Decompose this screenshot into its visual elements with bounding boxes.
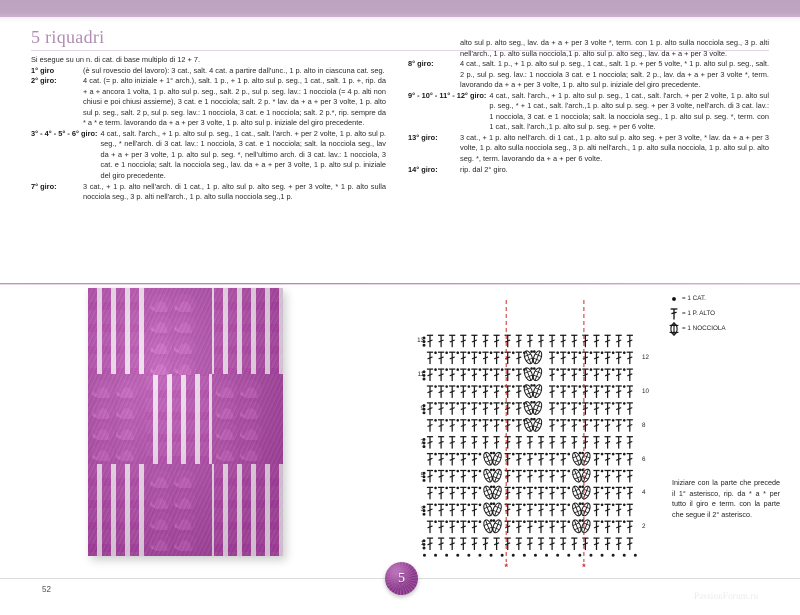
swatch-photo bbox=[88, 288, 283, 556]
row-text: 3 cat., + 1 p. alto nell'arch. di 1 cat., 1 p. alto sul p. alto seg. + per 3 volte, * 1 p. alto sulla nocciola seg., 3 p. alti nell'arch., 1 p. alto sulla nocciola seg.,1 p. bbox=[83, 181, 386, 202]
chart-row-number-right: 10 bbox=[642, 387, 649, 395]
row-label: 14° giro: bbox=[408, 164, 438, 174]
instruction-row bbox=[408, 91, 769, 133]
instruction-row bbox=[408, 165, 769, 176]
row-text: 3 cat., + 1 p. alto nell'arch. di 1 cat., 1 p. alto sul p. alto seg. + per 3 volte, * lav. da + a + per 3 volte, 1 p. alto sulla nocciola seg., 3 p. alti nell'arch., 1 p. alto sulla nocciola, 1 p. alto sul p. alto seg. *, term. lavorando da + a + per 6 volte. bbox=[460, 132, 769, 164]
chart-legend bbox=[666, 292, 786, 337]
row-label: 7° giro: bbox=[31, 181, 57, 191]
row-label: 13° giro: bbox=[408, 132, 438, 142]
chart-row-number-left: 13 bbox=[417, 337, 424, 345]
legend-item bbox=[666, 307, 786, 320]
instruction-row bbox=[31, 76, 386, 129]
chart-row-number-right: 6 bbox=[642, 455, 646, 463]
instruction-row bbox=[31, 129, 386, 182]
row-label: 1° giro bbox=[31, 65, 55, 75]
chart-row-number-right: 2 bbox=[642, 523, 646, 531]
row-text: 4 cat., salt. l'arch., + 1 p. alto sul p. seg., 1 cat., salt. l'arch. + per 2 volte, 1 p. alto sul p. seg., * + 1 cat., salt. l'arch.,1 p. alto sul p. seg. + per 3 volte, nell'arch. di 3 cat. lav.: 1 nocciola, 3 cat. e 1 nocciola; salt. la nocciola seg., 1 p. alto sul p. seg. *, term. con 1 cat., salt. l'arch.,1 p. alto sul p. seg. + per 6 volte. bbox=[489, 90, 769, 132]
page-title: 5 riquadri bbox=[31, 27, 105, 47]
chart-row-number-right: 8 bbox=[642, 421, 646, 429]
chart-row-number-left: 7 bbox=[420, 438, 424, 446]
legend-label: = 1 CAT. bbox=[682, 295, 706, 302]
instruction-row bbox=[31, 182, 386, 203]
instruction-row bbox=[408, 133, 769, 165]
section-divider-shadow bbox=[0, 284, 800, 285]
stitch-chart-svg bbox=[416, 292, 646, 572]
row-continuation-text: alto sul p. alto seg., lav. da + a + per 3 volte *, term. con 1 p. alto sulla nocciola seg., 3 p. alti nell'arch., 1 p. alto sulla nocciola,1 p. alto sul p. alto seg., lav. da + a + per 3 volte. bbox=[460, 38, 769, 58]
legend-item bbox=[666, 322, 786, 335]
chart-row-number-right: 12 bbox=[642, 354, 649, 362]
row-text: 4 cat. (= p. alto iniziale + 1° arch.), salt. 1 p., + 1 p. alto sul p. seg., 1 cat., salt. 1 p. +, rip. da + a + ancora 1 volta, 1 p. alto sul p. seg., salt. 2 p., sul p. seg. lav.: 1 nocciola (= 4 p. alti non chiusi e poi chiusi assieme), 3 cat. e 1 nocciola; salt. 2 p. * lav. da + a + per 3 volte, 1 p. alto sul p. seg., salt. 2 p, sul p. seg. lav.: 1 nocciola, 3 cat. e 1 nocciola; salt. 2 p.*, rip. sempre da * a * e term. lavorando da + a + per 3 volte, 1 p. alto sul p. iniziale del giro precedente. bbox=[83, 76, 386, 128]
row-label: 3° - 4° - 5° - 6° giro: bbox=[31, 128, 98, 138]
double-crochet-icon bbox=[666, 307, 682, 321]
row-text: rip. dal 2° giro. bbox=[460, 164, 508, 174]
chart-row-number-right: 4 bbox=[642, 489, 646, 497]
chart-row-number-left: 9 bbox=[420, 404, 424, 412]
row-text: 4 cat., salt. l'arch., + 1 p. alto sul p. seg., 1 cat., salt. l'arch. + per 2 volte, 1 p. alto sul p. seg., * nell'arch. di 3 cat. lav.: 1 nocciola, 3 cat. e 1 nocciola; salt. la nocciola seg., lav da + a + per 3 volte, 1 p. alto sul p. seg. *, nell'ultimo arch. di 3 cat. lav.: 1 nocciola, 3 cat. e 1 nocciola; salt. la nocciola seg., lav. da + a + per 3 volte, 1 p. alto sul p. iniziale del giro precedente. bbox=[100, 128, 386, 181]
chart-row-number-left: 11 bbox=[417, 371, 424, 378]
instructions-column-right bbox=[408, 38, 769, 175]
chapter-badge-number: 5 bbox=[398, 570, 405, 586]
legend-label: = 1 P. ALTO bbox=[682, 310, 716, 317]
top-decorative-band bbox=[0, 0, 800, 17]
chart-note: Iniziare con la parte che precede il 1° asterisco, rip. da * a * per tutto il giro e term. con la parte che segue il 2° asterisco. bbox=[672, 478, 780, 519]
photo-shading bbox=[88, 288, 283, 556]
page-number: 52 bbox=[42, 585, 51, 594]
row-text: 4 cat., salt. 1 p., + 1 p. alto sul p. seg., 1 cat., salt. 1 p. + per 5 volte, * 1 p. alto sul p. seg., salt. 2 p., sul p. seg. lav.: 1 nocciola 3 cat. e 1 nocciola; salt. 2 p., lav. da + a + per 3 volte *, term. lavorando da + a + per 3 volte, 1 p. alto sul p. iniziale del giro precedente. bbox=[460, 59, 769, 90]
row-label: 2° giro: bbox=[31, 76, 57, 86]
svg-text:*: * bbox=[504, 562, 508, 572]
svg-text:*: * bbox=[582, 562, 586, 572]
crochet-fabric bbox=[88, 288, 283, 556]
chapter-badge bbox=[385, 562, 418, 595]
legend-label: = 1 NOCCIOLA bbox=[682, 325, 726, 332]
legend-item bbox=[666, 292, 786, 305]
bobble-icon bbox=[666, 321, 682, 337]
chart-row-number-left: 3 bbox=[420, 506, 424, 514]
instruction-row bbox=[408, 59, 769, 91]
chart-row-number-left: 1 bbox=[420, 540, 424, 547]
intro-text: Si esegue su un n. di cat. di base multiplo di 12 + 7. bbox=[31, 55, 201, 64]
chart-row-number-left: 5 bbox=[420, 472, 424, 480]
site-watermark: PassionForum.ru bbox=[694, 591, 759, 601]
instructions-column-left bbox=[31, 55, 386, 203]
instruction-row bbox=[31, 66, 386, 77]
row-label: 8° giro: bbox=[408, 59, 434, 69]
chain-dot-icon bbox=[666, 293, 682, 305]
row-text: (è sul rovescio del lavoro): 3 cat., salt. 4 cat. a partire dall'unc., 1 p. alto in ciascuna cat. seg. bbox=[83, 65, 385, 75]
stitch-chart bbox=[416, 292, 646, 572]
top-band-fade bbox=[0, 17, 800, 22]
row-label: 9° - 10° - 11° - 12° giro: bbox=[408, 90, 487, 100]
